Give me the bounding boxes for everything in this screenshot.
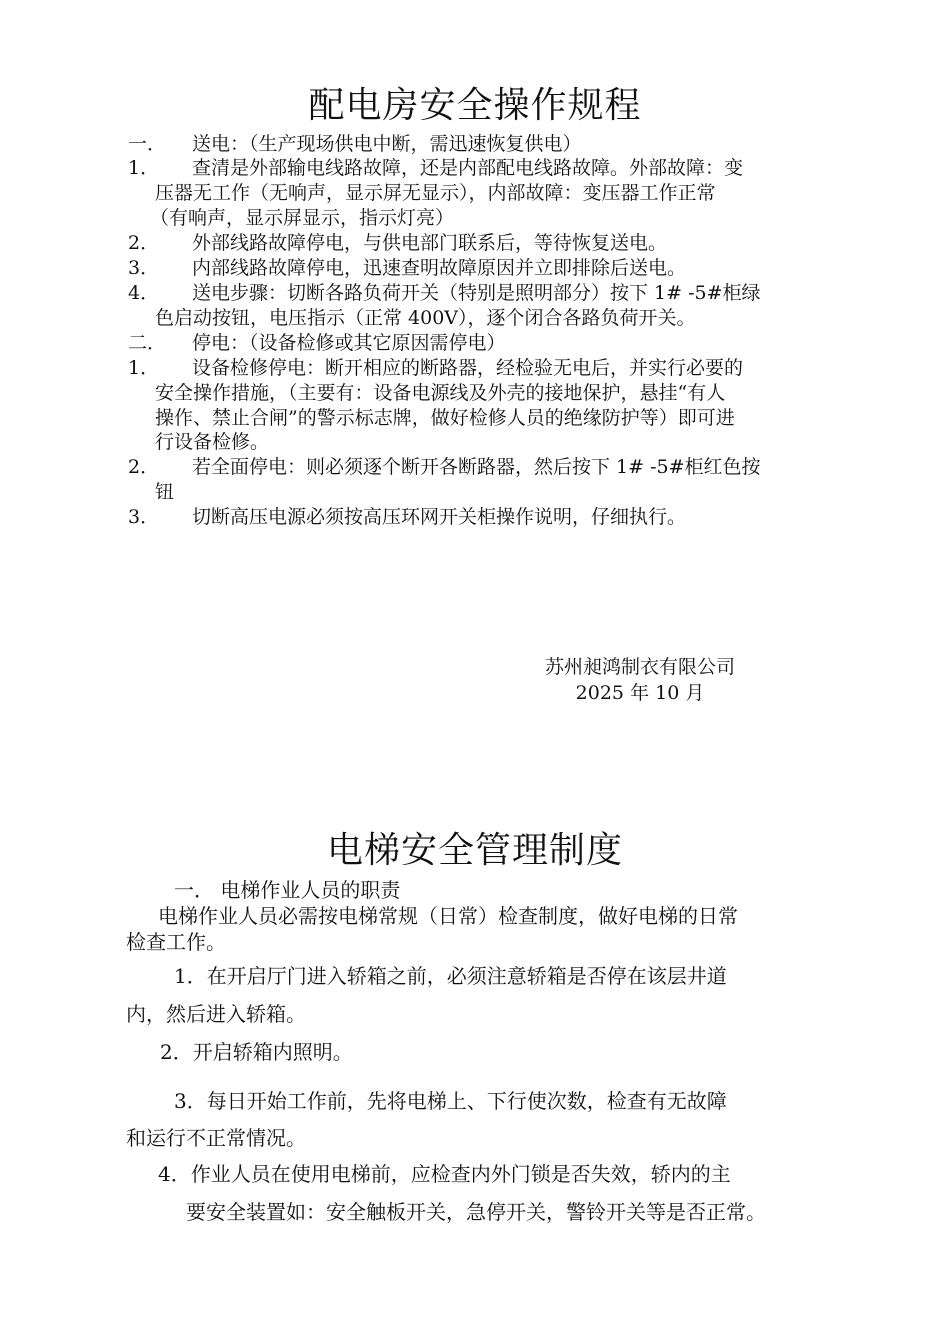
section-one-text: 送电：（生产现场供电中断，需迅速恢复供电） xyxy=(192,133,582,155)
item-text-cont: 钮 xyxy=(155,481,175,503)
doc2-item-3: 3．每日开始工作前，先将电梯上、下行使次数，检查有无故障 xyxy=(174,1089,727,1113)
item-text: 内部线路故障停电，迅速查明故障原因并立即排除后送电。 xyxy=(192,257,687,279)
item-text-cont: 安全操作措施，（主要有：设备电源线及外壳的接地保护，悬挂“有人 xyxy=(155,382,726,404)
item-number: 2． xyxy=(128,232,160,254)
item-text-cont: （有响声，显示屏显示，指示灯亮） xyxy=(150,207,455,229)
doc2-item-3-cont: 和运行不正常情况。 xyxy=(126,1126,306,1150)
doc2-item-4: 4．作业人员在使用电梯前，应检查内外门锁是否失效，轿内的主 xyxy=(158,1162,731,1186)
item-text: 查清是外部输电线路故障，还是内部配电线路故障。外部故障：变 xyxy=(192,157,744,179)
doc2-item-1-cont: 内，然后进入轿箱。 xyxy=(126,1002,306,1026)
item-number: 3． xyxy=(128,506,160,528)
company-name: 苏州昶鸿制衣有限公司 xyxy=(544,656,735,678)
item-text-cont: 行设备检修。 xyxy=(155,431,270,453)
item-text: 切断高压电源必须按高压环网开关柜操作说明，仔细执行。 xyxy=(192,506,687,528)
item-text-cont: 操作、禁止合闸”的警示标志牌，做好检修人员的绝缘防护等）即可进 xyxy=(155,407,735,429)
item-text: 送电步骤：切断各路负荷开关（特别是照明部分）按下 1# -5#柜绿 xyxy=(192,282,761,304)
item-text-cont: 色启动按钮，电压指示（正常 400V），逐个闭合各路负荷开关。 xyxy=(155,307,696,329)
section-two-number: 二． xyxy=(128,332,167,354)
doc2-item-1: 1．在开启厅门进入轿箱之前，必须注意轿箱是否停在该层井道 xyxy=(174,964,727,988)
doc2-item-2: 2．开启轿箱内照明。 xyxy=(160,1040,353,1064)
item-number: 4． xyxy=(128,282,160,304)
section-two-text: 停电：（设备检修或其它原因需停电） xyxy=(192,332,506,354)
doc2-intro-line-2: 检查工作。 xyxy=(126,930,226,954)
doc2-title: 电梯安全管理制度 xyxy=(326,830,623,871)
item-text: 若全面停电：则必须逐个断开各断路器，然后按下 1# -5#柜红色按 xyxy=(192,456,761,478)
item-number: 3． xyxy=(128,257,160,279)
item-text: 外部线路故障停电，与供电部门联系后，等待恢复送电。 xyxy=(192,232,668,254)
doc2-item-4-cont: 要安全装置如：安全触板开关，急停开关，警铃开关等是否正常。 xyxy=(186,1200,766,1224)
item-number: 2． xyxy=(128,456,160,478)
doc2-intro-line-1: 电梯作业人员必需按电梯常规（日常）检查制度，做好电梯的日常 xyxy=(158,904,738,928)
item-text-cont: 压器无工作（无响声，显示屏无显示），内部故障：变压器工作正常 xyxy=(155,182,716,204)
doc1-title: 配电房安全操作规程 xyxy=(308,85,642,126)
item-number: 1． xyxy=(128,157,160,179)
document-date: 2025 年 10 月 xyxy=(575,682,705,704)
item-text: 设备检修停电：断开相应的断路器，经检验无电后，并实行必要的 xyxy=(192,357,744,379)
doc2-heading: 一． 电梯作业人员的职责 xyxy=(174,878,401,902)
section-one-number: 一． xyxy=(128,133,167,155)
item-number: 1． xyxy=(128,357,160,379)
